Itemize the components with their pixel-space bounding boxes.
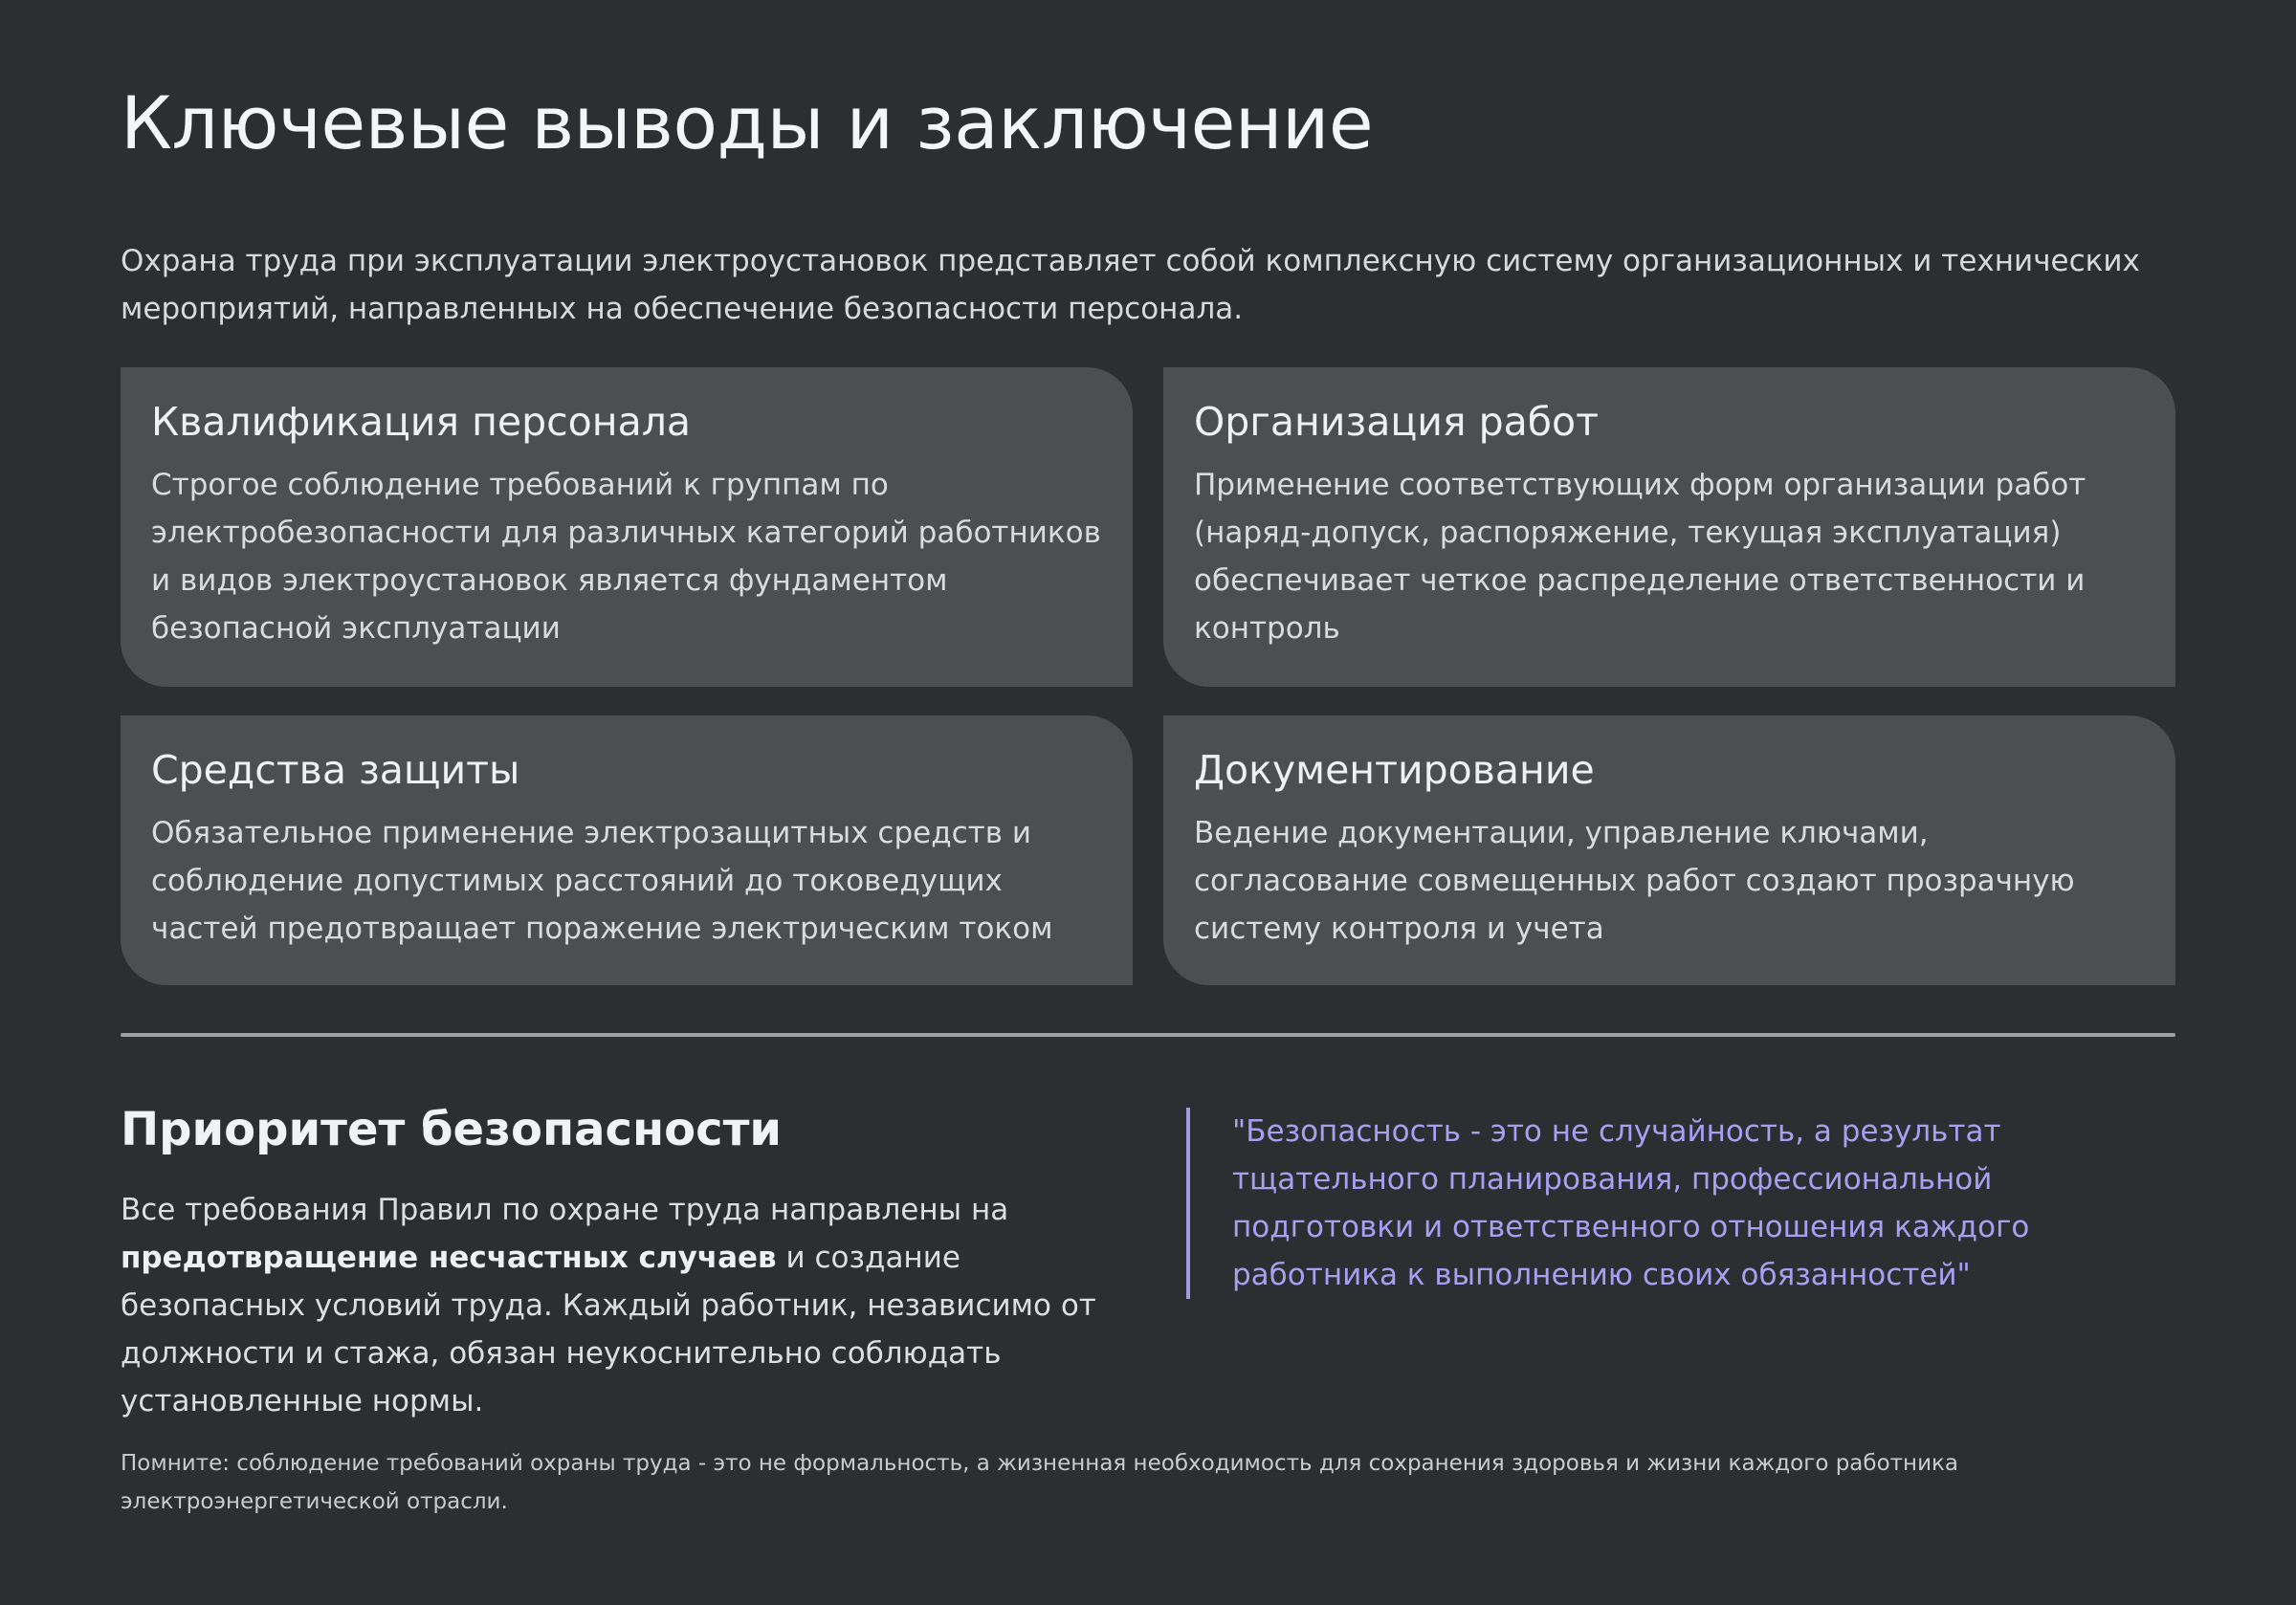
card-text: Применение соответствующих форм организации работ (наряд-допуск, распоряжение, текущая эксплуатация) обеспечивает четкое распределение ответственности и контроль xyxy=(1194,468,2086,646)
intro-paragraph: Охрана труда при эксплуатации электроустановок представляет собой комплексную систему организационных и технических мероприятий, направленных на обеспечение безопасности персонала. xyxy=(121,244,2140,326)
card-work-organization xyxy=(1163,367,2175,687)
priority-text-bold: предотвращение несчастных случаев xyxy=(121,1241,777,1275)
card-title: Документирование xyxy=(1194,747,1595,793)
page-title: Ключевые выводы и заключение xyxy=(121,80,1374,165)
card-title: Средства защиты xyxy=(151,747,520,793)
card-documentation xyxy=(1163,715,2175,985)
card-text: Ведение документации, управление ключами, согласование совмещенных работ создают прозрачную систему контроля и учета xyxy=(1194,816,2075,946)
section-divider xyxy=(121,1033,2175,1037)
priority-title: Приоритет безопасности xyxy=(121,1103,783,1156)
card-title: Организация работ xyxy=(1194,399,1599,445)
card-text: Строгое соблюдение требований к группам по электробезопасности для различных категорий работников и видов электроустановок является фундаментом безопасной эксплуатации xyxy=(151,468,1101,646)
card-text: Обязательное применение электрозащитных средств и соблюдение допустимых расстояний до токоведущих частей предотвращает поражение электрическим током xyxy=(151,816,1053,946)
summary-cards xyxy=(121,367,2175,985)
footer-note: Помните: соблюдение требований охраны труда - это не формальность, а жизненная необходимость для сохранения здоровья и жизни каждого работника электроэнергетической отрасли. xyxy=(121,1451,1959,1514)
slide xyxy=(121,0,2175,1605)
safety-quote: "Безопасность - это не случайность, а результат тщательного планирования, профессиональной подготовки и ответственного отношения каждого работника к выполнению своих обязанностей" xyxy=(1186,1108,2175,1299)
card-qualification xyxy=(121,367,1133,687)
card-title: Квалификация персонала xyxy=(151,399,692,445)
priority-text-before: Все требования Правил по охране труда направлены на xyxy=(121,1193,1009,1227)
priority-section xyxy=(121,1100,1135,1425)
card-protection-means xyxy=(121,715,1133,985)
priority-text xyxy=(121,1186,1135,1425)
priority-text-after: и создание безопасных условий труда. Каждый работник, независимо от должности и стажа, обязан неукоснительно соблюдать установленные нормы. xyxy=(121,1241,1096,1418)
